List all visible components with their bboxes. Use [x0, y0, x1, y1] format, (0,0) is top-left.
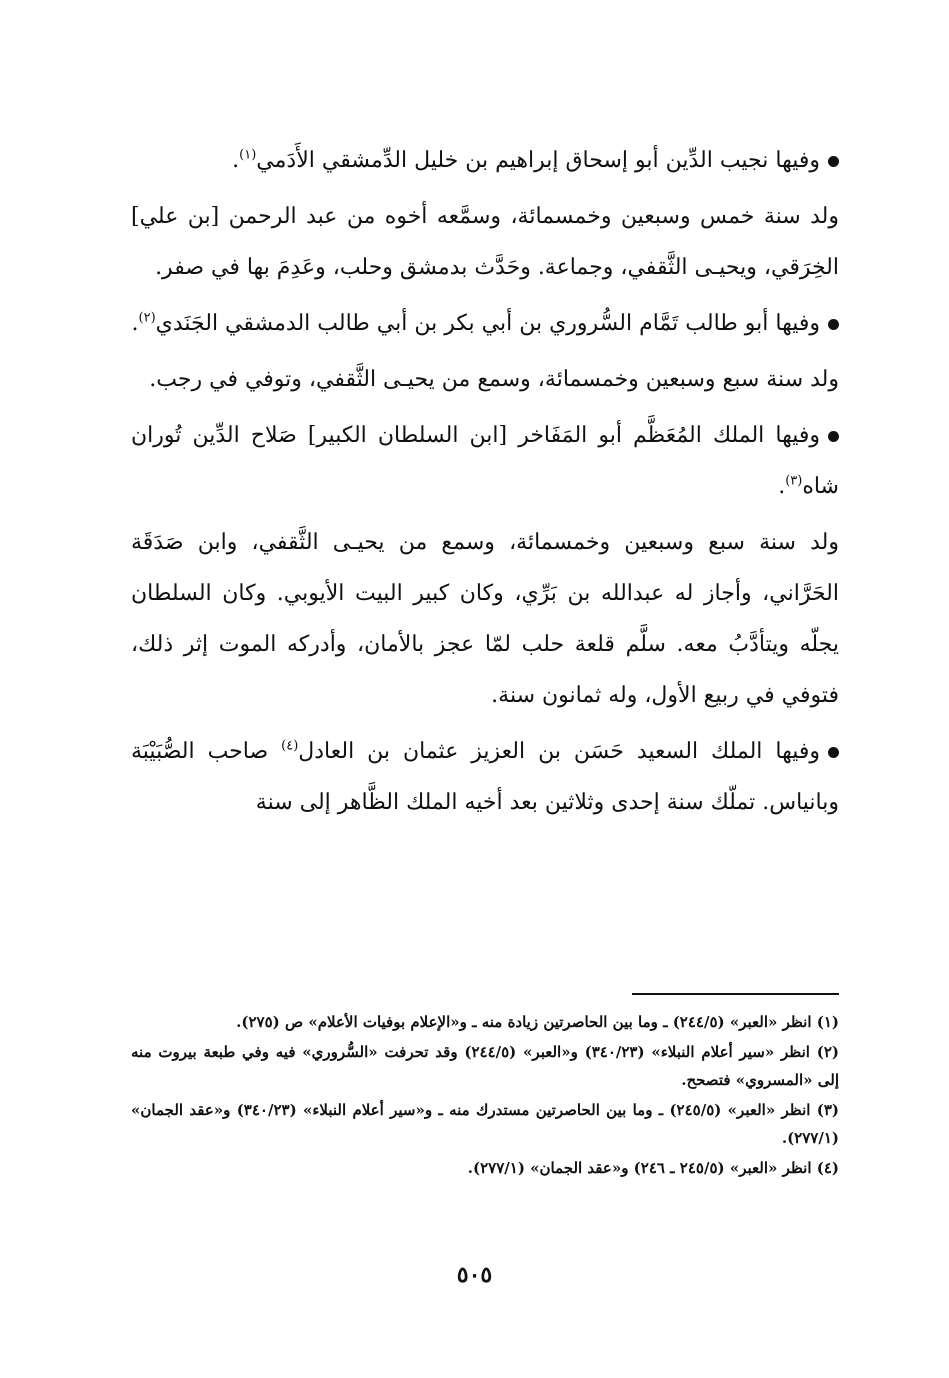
entry-head-end: .	[232, 148, 240, 173]
entry-heading-3	[131, 410, 839, 512]
footnote-ref: (٤)	[281, 738, 299, 754]
entry-heading-4	[131, 726, 839, 828]
footnote-3: (٣) انظر «العبر» (٢٤٥/٥) ـ وما بين الحاصرتين مستدرك منه ـ و«سير أعلام النبلاء» (٣٤٠/٢٣) و«عقد الجمان» (٢٧٧/١).	[131, 1101, 840, 1147]
entry-body-1: ولد سنة خمس وسبعين وخمسمائة، وسمَّعه أخوه من عبد الرحمن [بن علي] الخِرَقي، ويحيـى الثَّقفي، وجماعة. وحَدَّث بدمشق وحلب، وعَدِمَ بها في صفر.	[131, 204, 839, 280]
main-text	[131, 135, 839, 833]
footnotes	[131, 1008, 839, 1184]
entry-head-text: وفيها الملك المُعَظَّم أبو المَفَاخر [ابن السلطان الكبير] صَلاح الدِّين تُوران شاه	[131, 423, 839, 499]
footnote-4: (٤) انظر «العبر» (٢٤٥/٥ ـ ٢٤٦) و«عقد الجمان» (٢٧٧/١).	[467, 1159, 839, 1177]
entry-head-text: وفيها الملك السعيد حَسَن بن العزيز عثمان بن العادل	[298, 739, 820, 764]
footnote-ref: (٢)	[138, 310, 156, 326]
entry-body-2: ولد سنة سبع وسبعين وخمسمائة، وسمع من يحيـى الثَّقفي، وتوفي في رجب.	[149, 367, 839, 392]
bullet-icon	[828, 156, 839, 167]
entry-head-end: .	[778, 474, 786, 499]
footnote-ref: (٣)	[785, 473, 803, 489]
entry-head-end: صاحب الصُّبَيْبَة وبانياس. تملّك سنة إحدى وثلاثين بعد أخيه الملك الظَّاهر إلى سنة	[131, 739, 839, 815]
footnote-1: (١) انظر «العبر» (٢٤٤/٥) ـ وما بين الحاصرتين زيادة منه ـ و«الإعلام بوفيات الأعلام» ص (٢٧٥).	[236, 1013, 839, 1031]
entry-head-text: وفيها أبو طالب تَمَّام السُّروري بن أبي بكر بن أبي طالب الدمشقي الجَنَدي	[155, 311, 820, 336]
entry-head-end: .	[131, 311, 139, 336]
entry-head-text: وفيها نجيب الدِّين أبو إسحاق إبراهيم بن خليل الدِّمشقي الأَدَمي	[256, 148, 820, 173]
entry-heading-2	[131, 298, 839, 349]
footnote-divider	[632, 993, 839, 995]
footnote-2: (٢) انظر «سير أعلام النبلاء» (٣٤٠/٢٣) و«العبر» (٢٤٤/٥) وقد تحرفت «السُّروري» فيه وفي طبعة بيروت منه إلى «المسروي» فتصحح.	[131, 1043, 839, 1089]
bullet-icon	[828, 747, 839, 758]
entry-heading-1	[131, 135, 839, 186]
footnote-ref: (١)	[239, 147, 257, 163]
bullet-icon	[828, 319, 839, 330]
entry-body-3: ولد سنة سبع وسبعين وخمسمائة، وسمع من يحيـى الثَّقفي، وابن صَدَقَة الحَرَّاني، وأجاز له عبدالله بن بَرِّي، وكان كبير البيت الأيوبي. وكان السلطان يجلّه ويتأدَّبُ معه. سلَّم قلعة حلب لمّا عجز بالأمان، وأدركه الموت إثر ذلك، فتوفي في ربيع الأول، وله ثمانون سنة.	[131, 530, 839, 708]
bullet-icon	[828, 431, 839, 442]
page-number: ٥٠٥	[456, 1262, 493, 1288]
